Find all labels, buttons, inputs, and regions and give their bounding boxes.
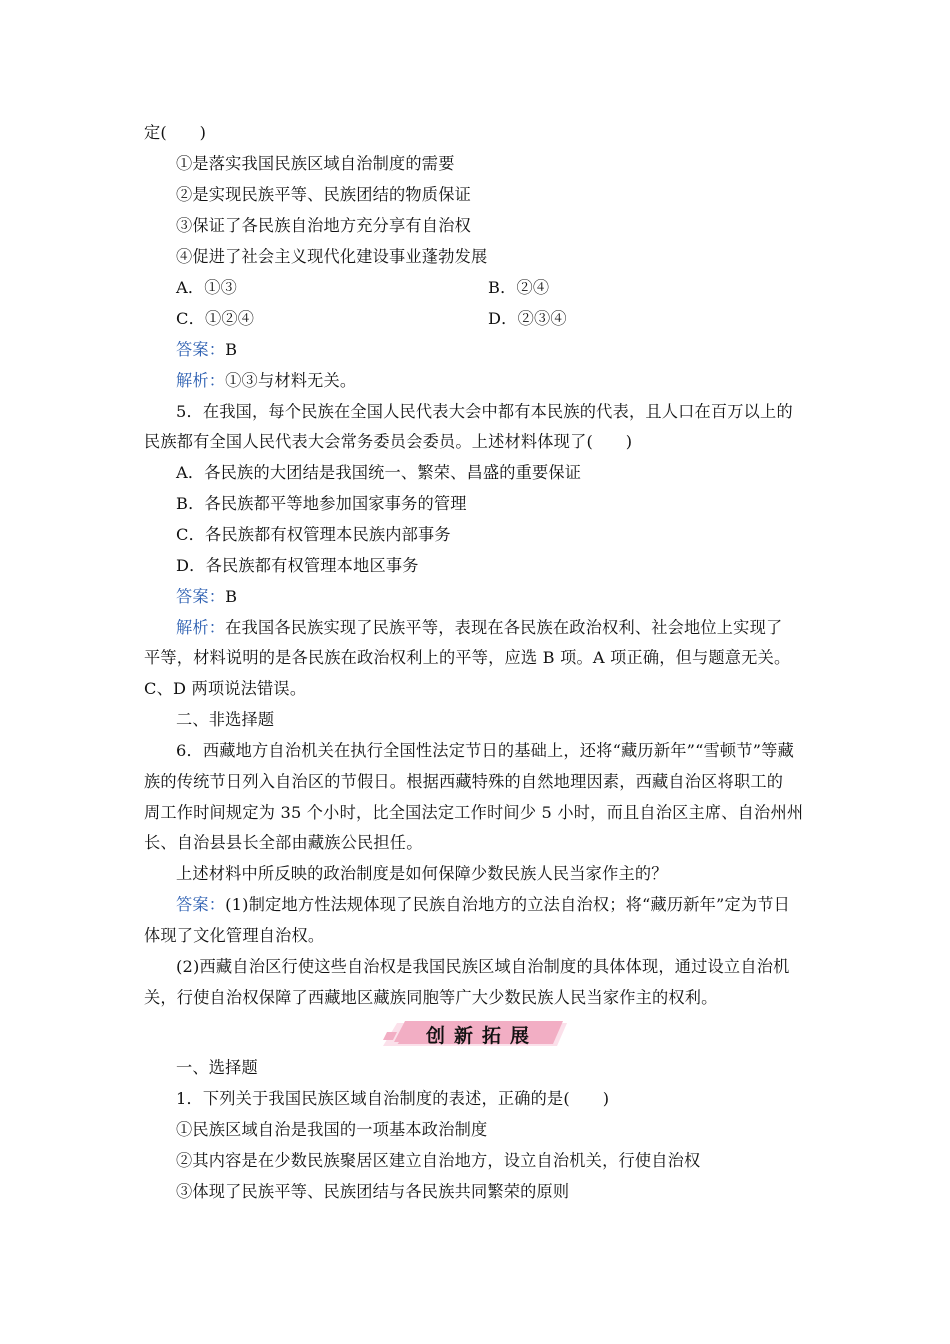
q6-question: 上述材料中所反映的政治制度是如何保障少数民族人民当家作主的？ <box>176 864 668 883</box>
q5-choice-c: C．各民族都有权管理本民族内部事务 <box>176 525 451 544</box>
option-3: ③保证了各民族自治地方充分享有自治权 <box>176 216 471 235</box>
option-2: ②是实现民族平等、民族团结的物质保证 <box>176 185 471 204</box>
section-heading-choice: 一、选择题 <box>176 1058 258 1077</box>
analysis-label: 解析： <box>176 371 226 390</box>
option-1: ①是落实我国民族区域自治制度的需要 <box>176 154 455 173</box>
ext-q1-option-1: ①民族区域自治是我国的一项基本政治制度 <box>176 1120 488 1139</box>
choice-a: A．①③ <box>176 278 238 297</box>
q5-choice-a: A．各民族的大团结是我国统一、繁荣、昌盛的重要保证 <box>176 463 582 482</box>
q5-analysis-line-2: 平等，材料说明的是各民族在政治权利上的平等，应选 B 项。A 项正确，但与题意无关。 <box>144 648 791 667</box>
q5-analysis-text-1: 在我国各民族实现了民族平等，表现在各民族在政治权利、社会地位上实现了 <box>225 618 783 637</box>
q5-analysis-line-1 <box>176 618 782 638</box>
answer-label: 答案： <box>176 340 226 359</box>
choice-d: D．②③④ <box>488 309 567 328</box>
section-heading-nonchoice: 二、非选择题 <box>176 710 275 729</box>
q5-answer-value: B <box>225 587 238 606</box>
choice-b: B．②④ <box>488 278 550 297</box>
question-stem-end: 定( ) <box>144 123 207 142</box>
q6-stem-line-4: 长、自治县县长全部由藏族公民担任。 <box>144 833 423 852</box>
q5-answer-line <box>176 587 237 607</box>
analysis-text: ①③与材料无关。 <box>225 371 357 390</box>
ext-q1-stem: 1．下列关于我国民族区域自治制度的表述，正确的是( ) <box>176 1089 610 1108</box>
ext-q1-option-3: ③体现了民族平等、民族团结与各民族共同繁荣的原则 <box>176 1182 570 1201</box>
q6-stem-line-1: 6．西藏地方自治机关在执行全国性法定节日的基础上，还将“藏历新年”“雪顿节”等藏 <box>176 741 794 760</box>
q6-answer-line-4: 关，行使自治权保障了西藏地区藏族同胞等广大少数民族人民当家作主的权利。 <box>144 988 718 1007</box>
q6-answer-text-1: (1)制定地方性法规体现了民族自治地方的立法自治权；将“藏历新年”定为节日 <box>225 895 791 914</box>
banner-title: 创新拓展 <box>425 1025 538 1047</box>
option-4: ④促进了社会主义现代化建设事业蓬勃发展 <box>176 247 488 266</box>
q6-answer-line-1 <box>176 895 790 915</box>
q5-choice-d: D．各民族都有权管理本地区事务 <box>176 556 419 575</box>
section-banner <box>383 1018 567 1050</box>
q5-stem-line-2: 民族都有全国人民代表大会常务委员会委员。上述材料体现了( ) <box>144 432 633 451</box>
q6-stem-line-3: 周工作时间规定为 35 个小时，比全国法定工作时间少 5 小时，而且自治区主席、自治州州 <box>144 803 804 822</box>
q6-answer-label: 答案： <box>176 895 226 914</box>
q6-answer-line-2: 体现了文化管理自治权。 <box>144 926 325 945</box>
q5-analysis-label: 解析： <box>176 618 226 637</box>
answer-line <box>176 340 237 360</box>
q6-answer-line-3: (2)西藏自治区行使这些自治权是我国民族区域自治制度的具体体现，通过设立自治机 <box>176 957 790 976</box>
ext-q1-option-2: ②其内容是在少数民族聚居区建立自治地方，设立自治机关，行使自治权 <box>176 1151 701 1170</box>
analysis-line <box>176 371 356 391</box>
q5-answer-label: 答案： <box>176 587 226 606</box>
choice-c: C．①②④ <box>176 309 255 328</box>
q5-analysis-line-3: C、D 两项说法错误。 <box>144 679 307 698</box>
q5-stem-line-1: 5．在我国，每个民族在全国人民代表大会中都有本民族的代表，且人口在百万以上的 <box>176 402 793 421</box>
answer-value: B <box>225 340 238 359</box>
q5-choice-b: B．各民族都平等地参加国家事务的管理 <box>176 494 467 513</box>
q6-stem-line-2: 族的传统节日列入自治区的节假日。根据西藏特殊的自然地理因素，西藏自治区将职工的 <box>144 772 784 791</box>
